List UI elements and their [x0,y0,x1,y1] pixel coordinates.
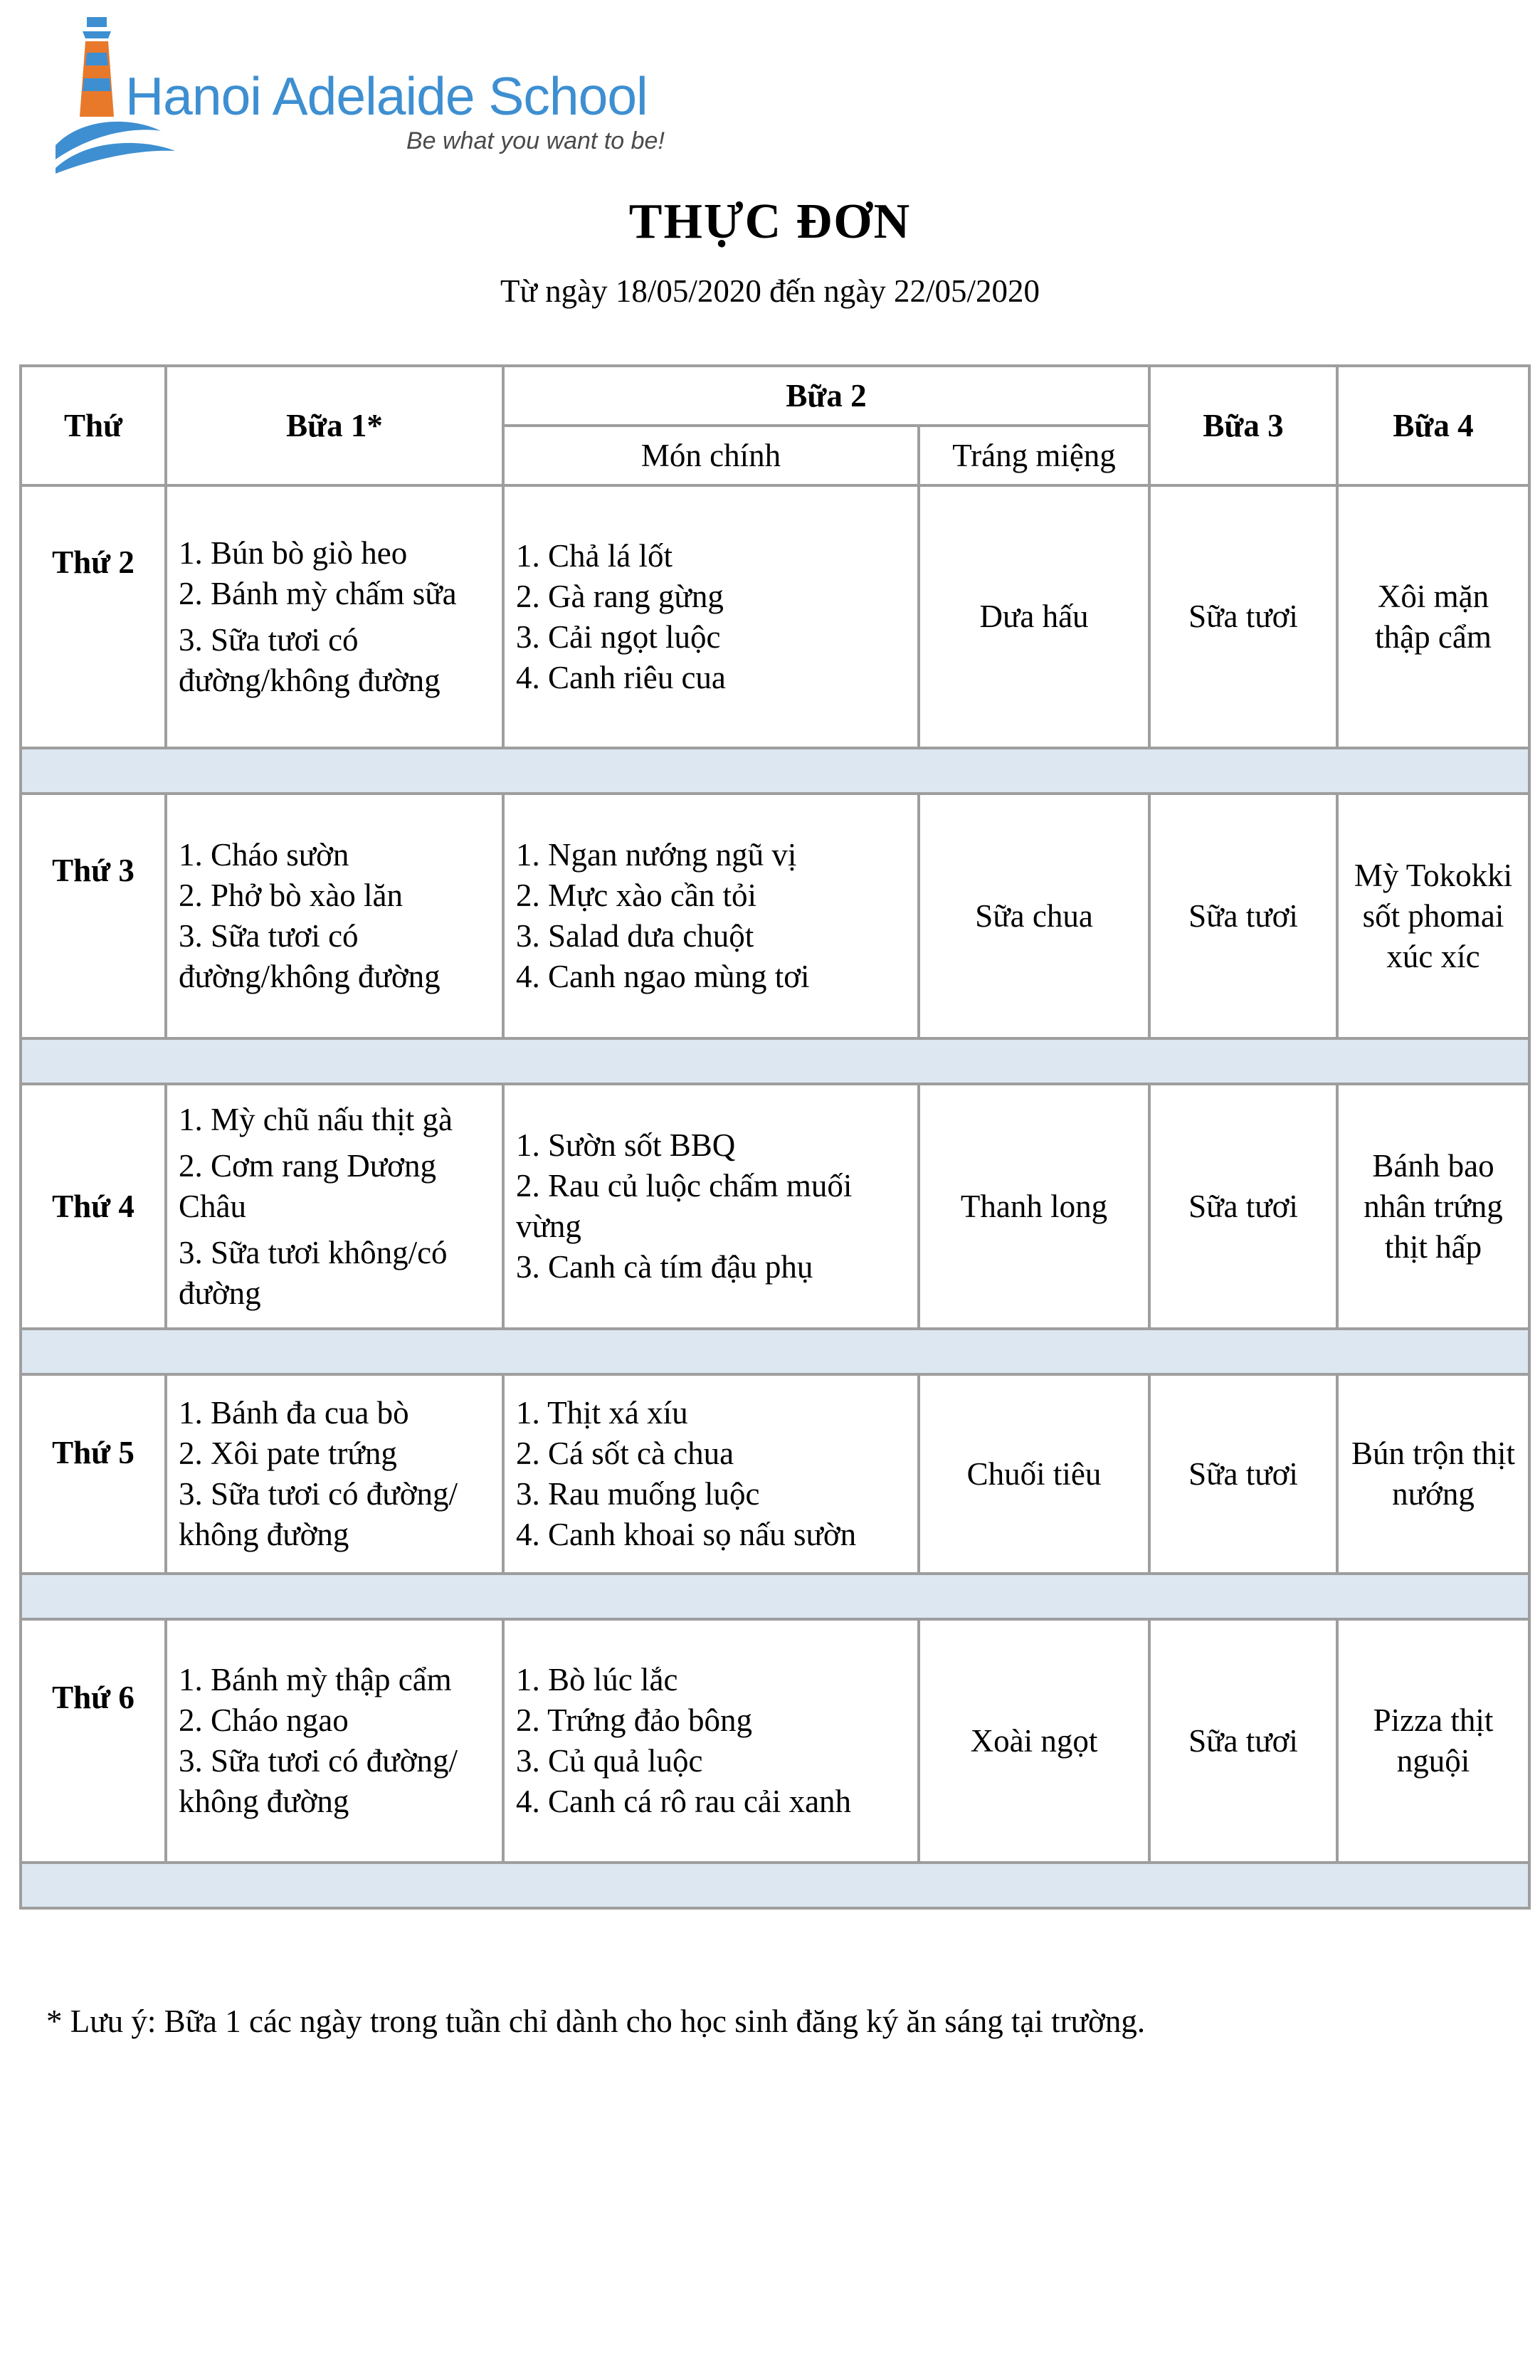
list-item: 1. Chả lá lốt [516,537,673,574]
list-item: 2. Cơm rang Dương Châu [179,1147,436,1224]
day-cell: Thứ 3 [21,794,166,1038]
header-meal2-dessert: Tráng miệng [919,426,1149,485]
school-logo [54,10,695,174]
menu-table [19,364,1531,1910]
meal3-cell: Sữa tươi [1149,485,1337,748]
dessert-cell: Sữa chua [919,794,1149,1038]
list-item: 2. Trứng đảo bông [516,1702,752,1738]
separator-row [21,748,1529,794]
header-meal1: Bữa 1* [166,366,503,485]
day-cell: Thứ 2 [21,485,166,748]
list-item: 2. Cháo ngao [179,1702,349,1738]
list-item: 2. Gà rang gừng [516,578,724,614]
list-item: 2. Mực xào cần tỏi [516,878,757,913]
day-cell: Thứ 5 [21,1374,166,1574]
list-item: 3. Rau muống luộc [516,1476,760,1512]
list-item: 3. Salad dưa chuột [516,918,754,954]
meal4-cell: Pizza thịt nguội [1337,1619,1529,1863]
day-cell: Thứ 4 [21,1084,166,1329]
list-item: 2. Bánh mỳ chấm sữa [179,575,457,611]
meal1-cell [166,1374,503,1574]
list-item: 2. Phở bò xào lăn [179,878,404,913]
list-item: 2. Rau củ luộc chấm muối vừng [516,1168,853,1244]
meal3-cell: Sữa tươi [1149,1374,1337,1574]
meal1-cell [166,1084,503,1329]
list-item: 1. Bún bò giò heo [179,535,408,571]
footnote: * Lưu ý: Bữa 1 các ngày trong tuần chỉ dành cho học sinh đăng ký ăn sáng tại trường. [46,2003,1146,2039]
list-item: 3. Sữa tươi có đường/ không đường [179,1743,458,1819]
meal4-cell: Xôi mặn thập cẩm [1337,485,1529,748]
separator-row [21,1574,1529,1619]
list-item: 3. Củ quả luộc [516,1743,703,1779]
list-item: 3. Sữa tươi có đường/không đường [179,918,441,994]
list-item: 1. Sườn sốt BBQ [516,1127,736,1163]
header-day: Thứ [21,366,166,485]
day-cell: Thứ 6 [21,1619,166,1863]
separator-row [21,1038,1529,1084]
list-item: 1. Ngan nướng ngũ vị [516,837,797,873]
list-item: 3. Canh cà tím đậu phụ [516,1249,813,1285]
header-meal3: Bữa 3 [1149,366,1337,485]
meal3-cell: Sữa tươi [1149,794,1337,1038]
list-item: 4. Canh ngao mùng tơi [516,959,810,994]
header-meal2-main: Món chính [503,426,919,485]
table-row [21,485,1529,748]
list-item: 2. Xôi pate trứng [179,1436,397,1471]
list-item: 1. Thịt xá xíu [516,1395,688,1431]
table-row [21,794,1529,1038]
list-item: 4. Canh cá rô rau cải xanh [516,1784,852,1819]
list-item: 4. Canh riêu cua [516,659,726,695]
list-item: 1. Bò lúc lắc [516,1662,678,1697]
list-item: 3. Sữa tươi có đường/không đường [179,621,441,698]
separator-row [21,1863,1529,1908]
table-row [21,1619,1529,1863]
list-item: 1. Cháo sườn [179,837,349,873]
list-item: 3. Sữa tươi có đường/ không đường [179,1476,458,1552]
dessert-cell: Xoài ngọt [919,1619,1149,1863]
meal1-cell [166,1619,503,1863]
header-meal4: Bữa 4 [1337,366,1529,485]
list-item: 1. Bánh đa cua bò [179,1395,409,1431]
school-tagline: Be what you want to be! [406,127,665,154]
meal1-cell [166,794,503,1038]
main-dish-cell [503,1619,919,1863]
dessert-cell: Dưa hấu [919,485,1149,748]
separator-row [21,1329,1529,1374]
list-item: 3. Sữa tươi không/có đường [179,1234,448,1311]
page-title: THỰC ĐƠN [628,194,912,249]
main-dish-cell [503,1374,919,1574]
school-name: Hanoi Adelaide School [125,66,648,126]
main-dish-cell [503,485,919,748]
main-dish-cell [503,794,919,1038]
list-item: 1. Mỳ chũ nấu thịt gà [179,1101,453,1137]
table-row [21,1084,1529,1329]
meal3-cell: Sữa tươi [1149,1084,1337,1329]
meal4-cell: Mỳ Tokokki sốt phomai xúc xíc [1337,794,1529,1038]
header-meal2: Bữa 2 [503,366,1149,426]
dessert-cell: Thanh long [919,1084,1149,1329]
meal1-cell [166,485,503,748]
meal4-cell: Bún trộn thịt nướng [1337,1374,1529,1574]
meal3-cell: Sữa tươi [1149,1619,1337,1863]
list-item: 1. Bánh mỳ thập cẩm [179,1662,452,1697]
meal4-cell: Bánh bao nhân trứng thịt hấp [1337,1084,1529,1329]
table-row [21,1374,1529,1574]
list-item: 3. Cải ngọt luộc [516,618,721,655]
dessert-cell: Chuối tiêu [919,1374,1149,1574]
main-dish-cell [503,1084,919,1329]
date-range: Từ ngày 18/05/2020 đến ngày 22/05/2020 [500,273,1040,309]
list-item: 4. Canh khoai sọ nấu sườn [516,1517,857,1552]
list-item: 2. Cá sốt cà chua [516,1436,734,1471]
